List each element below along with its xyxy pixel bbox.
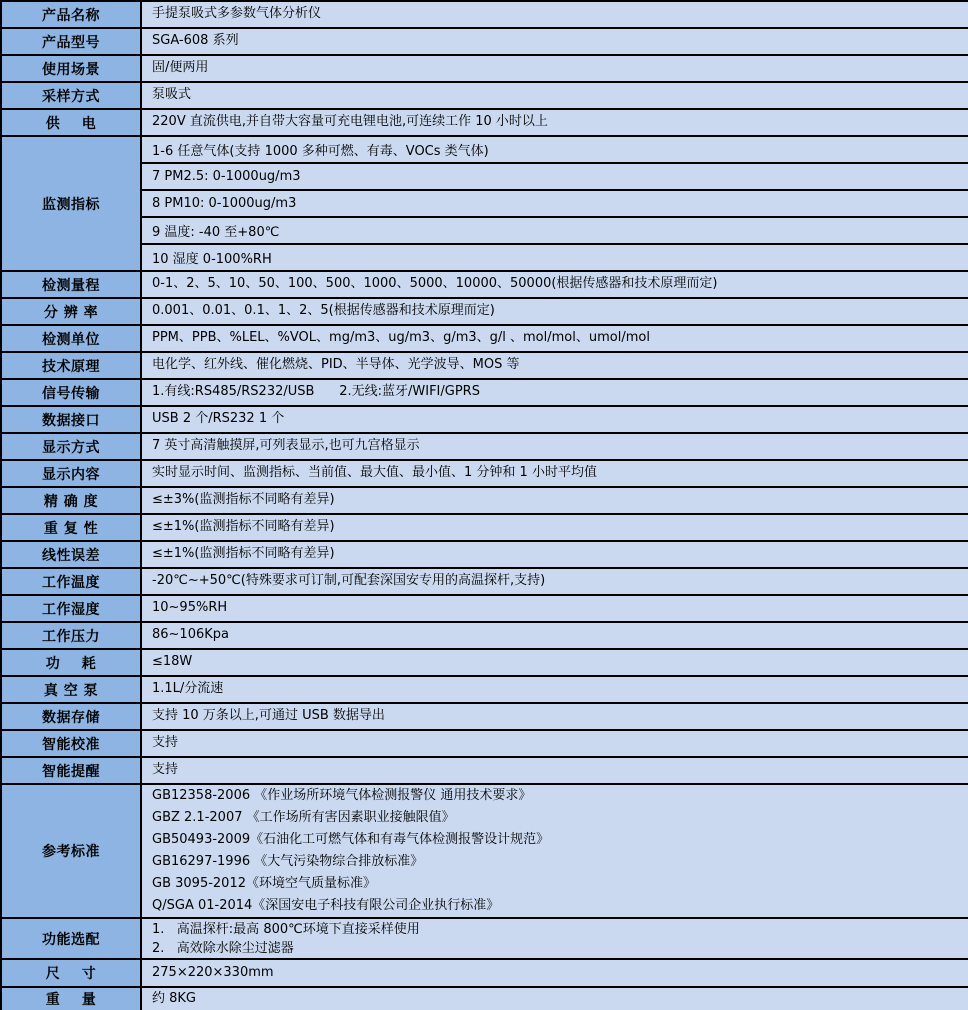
spec-value: ≤±3%(监测指标不同略有差异) <box>142 488 968 513</box>
spec-value: USB 2 个/RS232 1 个 <box>142 407 968 432</box>
spec-row-product-model <box>2 29 968 56</box>
spec-row-sampling-method <box>2 83 968 110</box>
spec-row-vacuum-pump <box>2 677 968 704</box>
spec-row-working-pressure <box>2 623 968 650</box>
spec-label: 尺 寸 <box>2 960 142 986</box>
spec-row-reference-standards <box>2 785 968 919</box>
spec-value: 固/便两用 <box>142 56 968 81</box>
spec-value: 约 8KG <box>142 988 968 1010</box>
spec-value: 泵吸式 <box>142 83 968 108</box>
spec-value: 实时显示时间、监测指标、当前值、最大值、最小值、1 分钟和 1 小时平均值 <box>142 461 968 486</box>
spec-row-display-content <box>2 461 968 488</box>
spec-value: 电化学、红外线、催化燃烧、PID、半导体、光学波导、MOS 等 <box>142 353 968 378</box>
spec-label: 产品型号 <box>2 29 142 54</box>
monitoring-indicator-list <box>142 137 968 270</box>
spec-value: 0-1、2、5、10、50、100、500、1000、5000、10000、50000(根据传感器和技术原理而定) <box>142 272 968 297</box>
spec-label: 检测量程 <box>2 272 142 297</box>
reference-standards-list <box>142 785 968 917</box>
spec-label: 数据存储 <box>2 704 142 729</box>
spec-label: 智能提醒 <box>2 758 142 783</box>
spec-row-smart-reminder <box>2 758 968 785</box>
spec-label: 显示方式 <box>2 434 142 459</box>
optional-feature-item: 2. 高效除水除尘过滤器 <box>152 940 294 956</box>
monitoring-indicator-item: 10 湿度 0-100%RH <box>142 245 968 270</box>
spec-row-optional-features <box>2 919 968 960</box>
spec-label: 监测指标 <box>2 137 142 270</box>
spec-label: 精 确 度 <box>2 488 142 513</box>
spec-label: 真 空 泵 <box>2 677 142 702</box>
spec-label: 检测单位 <box>2 326 142 351</box>
spec-value: 手提泵吸式多参数气体分析仪 <box>142 2 968 27</box>
spec-label: 产品名称 <box>2 2 142 27</box>
spec-row-working-humidity <box>2 596 968 623</box>
optional-feature-item: 1. 高温探杆:最高 800℃环境下直接采样使用 <box>152 921 420 937</box>
spec-value: ≤±1%(监测指标不同略有差异) <box>142 542 968 567</box>
spec-row-detection-unit <box>2 326 968 353</box>
spec-label: 功 耗 <box>2 650 142 675</box>
spec-label: 使用场景 <box>2 56 142 81</box>
spec-label: 供 电 <box>2 110 142 135</box>
spec-row-data-interface <box>2 407 968 434</box>
spec-row-usage-scene <box>2 56 968 83</box>
spec-row-smart-calibration <box>2 731 968 758</box>
spec-row-technical-principle <box>2 353 968 380</box>
spec-row-detection-range <box>2 272 968 299</box>
spec-value: 275×220×330mm <box>142 960 968 986</box>
spec-label: 工作温度 <box>2 569 142 594</box>
spec-row-product-name <box>2 2 968 29</box>
monitoring-indicator-item: 8 PM10: 0-1000ug/m3 <box>142 191 968 218</box>
spec-label: 功能选配 <box>2 919 142 958</box>
spec-label: 工作湿度 <box>2 596 142 621</box>
spec-value: 1.1L/分流速 <box>142 677 968 702</box>
spec-label: 技术原理 <box>2 353 142 378</box>
spec-value: 0.001、0.01、0.1、1、2、5(根据传感器和技术原理而定) <box>142 299 968 324</box>
spec-label: 采样方式 <box>2 83 142 108</box>
spec-label: 数据接口 <box>2 407 142 432</box>
spec-value: 220V 直流供电,并自带大容量可充电锂电池,可连续工作 10 小时以上 <box>142 110 968 135</box>
spec-row-power-supply <box>2 110 968 137</box>
spec-row-data-storage <box>2 704 968 731</box>
spec-row-power-consumption <box>2 650 968 677</box>
spec-label: 参考标准 <box>2 785 142 917</box>
spec-value: ≤18W <box>142 650 968 675</box>
optional-features-list <box>142 919 968 958</box>
spec-label: 重 量 <box>2 988 142 1010</box>
spec-value: SGA-608 系列 <box>142 29 968 54</box>
reference-standard-item: GBZ 2.1-2007 《工作场所有害因素职业接触限值》 <box>152 810 455 825</box>
spec-label: 信号传输 <box>2 380 142 405</box>
spec-row-display-mode <box>2 434 968 461</box>
spec-label: 工作压力 <box>2 623 142 648</box>
spec-row-repeatability <box>2 515 968 542</box>
monitoring-indicator-item: 1-6 任意气体(支持 1000 多种可燃、有毒、VOCs 类气体) <box>142 137 968 164</box>
reference-standard-item: GB50493-2009《石油化工可燃气体和有毒气体检测报警设计规范》 <box>152 832 550 847</box>
reference-standard-item: Q/SGA 01-2014《深国安电子科技有限公司企业执行标准》 <box>152 898 500 913</box>
spec-value: 1.有线:RS485/RS232/USB 2.无线:蓝牙/WIFI/GPRS <box>142 380 968 405</box>
reference-standard-item: GB16297-1996 《大气污染物综合排放标准》 <box>152 854 424 869</box>
spec-label: 智能校准 <box>2 731 142 756</box>
spec-label: 线性误差 <box>2 542 142 567</box>
spec-row-linearity-error <box>2 542 968 569</box>
spec-value: 支持 <box>142 731 968 756</box>
reference-standard-item: GB 3095-2012《环境空气质量标准》 <box>152 876 376 891</box>
spec-group-monitoring-indicators <box>2 137 968 272</box>
spec-value: 支持 <box>142 758 968 783</box>
spec-value: ≤±1%(监测指标不同略有差异) <box>142 515 968 540</box>
spec-row-dimensions <box>2 960 968 988</box>
spec-value: -20℃~+50℃(特殊要求可订制,可配套深国安专用的高温探杆,支持) <box>142 569 968 594</box>
spec-row-resolution <box>2 299 968 326</box>
monitoring-indicator-item: 9 温度: -40 至+80℃ <box>142 218 968 245</box>
spec-label: 显示内容 <box>2 461 142 486</box>
spec-row-weight <box>2 988 968 1010</box>
spec-value: 7 英寸高清触摸屏,可列表显示,也可九宫格显示 <box>142 434 968 459</box>
spec-value: PPM、PPB、%LEL、%VOL、mg/m3、ug/m3、g/m3、g/l 、mol/mol、umol/mol <box>142 326 968 351</box>
reference-standard-item: GB12358-2006 《作业场所环境气体检测报警仪 通用技术要求》 <box>152 788 532 803</box>
spec-value: 支持 10 万条以上,可通过 USB 数据导出 <box>142 704 968 729</box>
spec-row-working-temperature <box>2 569 968 596</box>
spec-value: 10~95%RH <box>142 596 968 621</box>
monitoring-indicator-item: 7 PM2.5: 0-1000ug/m3 <box>142 164 968 191</box>
spec-label: 重 复 性 <box>2 515 142 540</box>
spec-value: 86~106Kpa <box>142 623 968 648</box>
spec-row-accuracy <box>2 488 968 515</box>
spec-label: 分 辨 率 <box>2 299 142 324</box>
spec-row-signal-transmission <box>2 380 968 407</box>
